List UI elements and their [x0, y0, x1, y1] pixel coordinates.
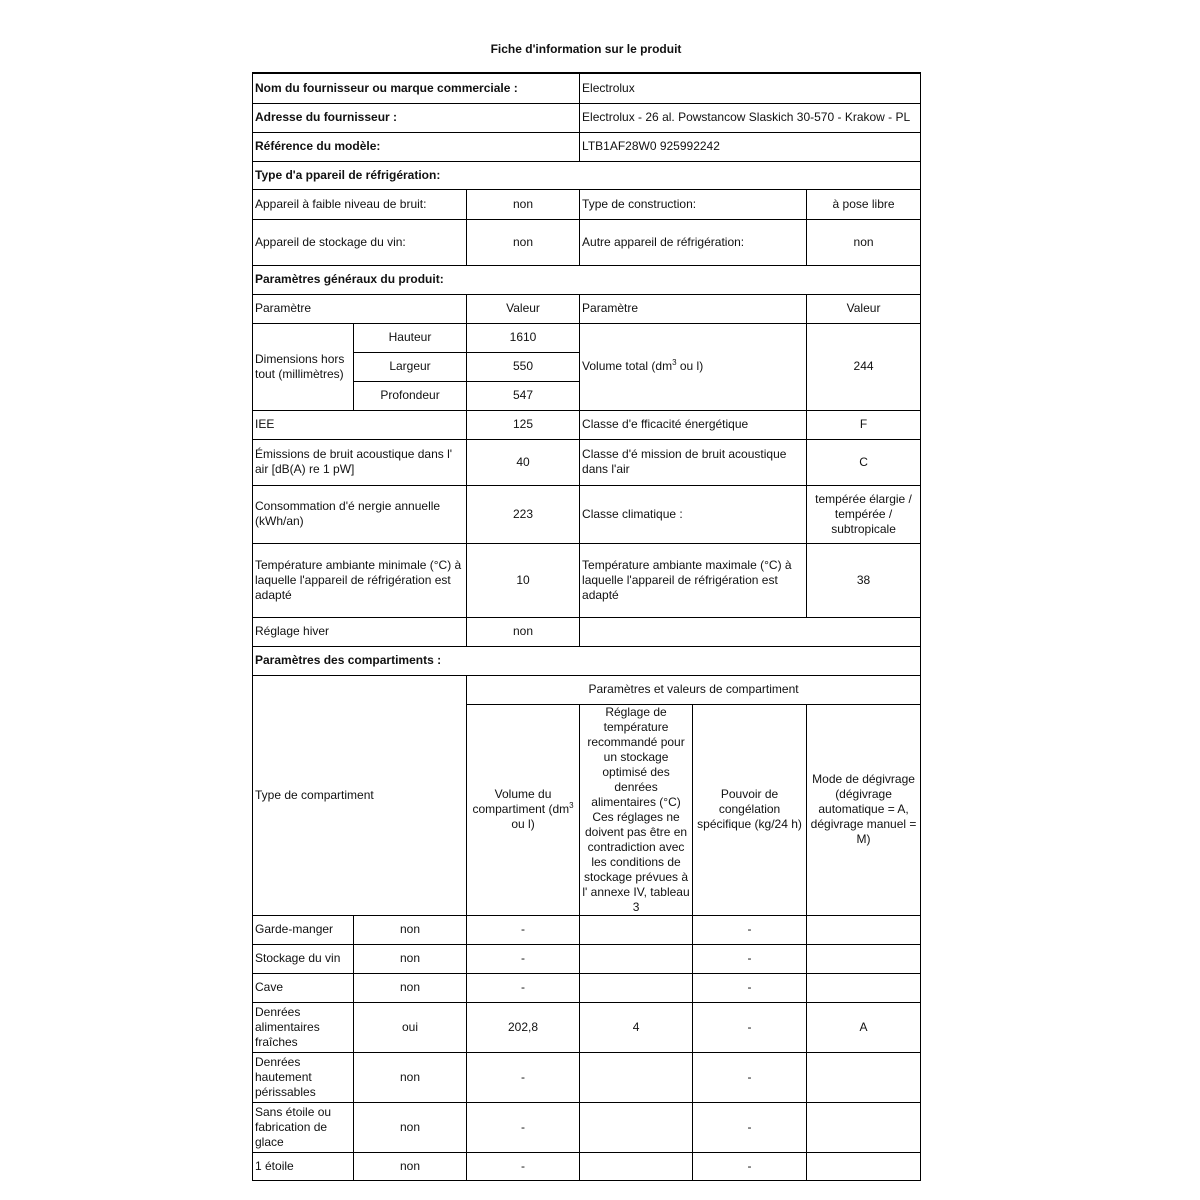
iee-label: IEE: [253, 410, 467, 439]
supplier-address-label: Adresse du fournisseur :: [253, 103, 580, 132]
volume-label-text: Volume total (dm: [582, 359, 673, 373]
wine-appliance-label: Appareil de stockage du vin:: [253, 219, 467, 265]
compartment-volume: -: [467, 1102, 580, 1152]
volume-label: [580, 323, 807, 410]
other-appliance-label: Autre appareil de réfrigération:: [580, 219, 807, 265]
compartments-heading: Paramètres des compartiments :: [253, 646, 921, 675]
height-label: Hauteur: [354, 323, 467, 352]
general-header-row: [253, 294, 921, 323]
supplier-name-row: [253, 73, 921, 103]
compartment-freeze: -: [693, 1102, 807, 1152]
compartment-freeze: -: [693, 1152, 807, 1180]
compartment-temp: [580, 1152, 693, 1180]
supplier-name-value: Electrolux: [580, 73, 921, 103]
model-row: [253, 132, 921, 161]
compartment-present: non: [354, 944, 467, 973]
noise-class-label: Classe d'é mission de bruit acoustique dans l'air: [580, 439, 807, 485]
iee-row: [253, 410, 921, 439]
consumption-label: Consommation d'é nergie annuelle (kWh/an): [253, 485, 467, 543]
height-row: [253, 323, 921, 352]
supplier-address-value: Electrolux - 26 al. Powstancow Slaskich 30-570 - Krakow - PL: [580, 103, 921, 132]
iee-value: 125: [467, 410, 580, 439]
compartment-freeze: -: [693, 1002, 807, 1052]
compartment-volume-header-end: ou l): [511, 817, 535, 831]
product-info-table: [252, 72, 921, 1181]
energy-class-label: Classe d'e fficacité énergétique: [580, 410, 807, 439]
compartment-volume: -: [467, 944, 580, 973]
general-heading: Paramètres généraux du produit:: [253, 265, 921, 294]
noise-class-value: C: [807, 439, 921, 485]
winter-label: Réglage hiver: [253, 617, 467, 646]
wine-appliance-row: [253, 219, 921, 265]
general-heading-row: [253, 265, 921, 294]
volume-label-sup: 3: [672, 358, 677, 367]
compartment-freeze: -: [693, 973, 807, 1002]
volume-label-end: ou l): [676, 359, 704, 373]
compartment-name: 1 étoile: [253, 1152, 354, 1180]
depth-label: Profondeur: [354, 381, 467, 410]
compartment-temp: [580, 944, 693, 973]
energy-class-value: F: [807, 410, 921, 439]
compartment-temp: [580, 1102, 693, 1152]
compartment-temp: 4: [580, 1002, 693, 1052]
consumption-row: [253, 485, 921, 543]
depth-value: 547: [467, 381, 580, 410]
ambient-temp-row: [253, 543, 921, 617]
compartment-name: Denrées hautement périssables: [253, 1052, 354, 1102]
construction-value: à pose libre: [807, 189, 921, 219]
compartment-volume: -: [467, 973, 580, 1002]
compartment-freeze: -: [693, 1052, 807, 1102]
compartment-row: [253, 1102, 921, 1152]
compartment-freeze-header: Pouvoir de congélation spécifique (kg/24 h): [693, 704, 807, 915]
compartment-name: Garde-manger: [253, 915, 354, 944]
model-label: Référence du modèle:: [253, 132, 580, 161]
compartment-volume-header-sup: 3: [569, 801, 574, 810]
min-temp-value: 10: [467, 543, 580, 617]
compartment-volume-header-text: Volume du compartiment (dm: [472, 787, 570, 816]
compartments-heading-row: [253, 646, 921, 675]
winter-empty-cell: [580, 617, 921, 646]
compartment-name: Cave: [253, 973, 354, 1002]
compartment-temp: [580, 915, 693, 944]
compartment-row: [253, 944, 921, 973]
appliance-type-heading-row: [253, 161, 921, 189]
compartment-defrost: [807, 915, 921, 944]
wine-appliance-value: non: [467, 219, 580, 265]
compartment-volume: -: [467, 1052, 580, 1102]
compartment-volume: 202,8: [467, 1002, 580, 1052]
supplier-name-label: Nom du fournisseur ou marque commerciale :: [253, 73, 580, 103]
compartment-group-header: Paramètres et valeurs de compartiment: [467, 675, 921, 704]
compartment-present: non: [354, 1052, 467, 1102]
param-header-2: Paramètre: [580, 294, 807, 323]
dimensions-label: Dimensions hors tout (millimètres): [253, 323, 354, 410]
compartment-defrost: A: [807, 1002, 921, 1052]
volume-value: 244: [807, 323, 921, 410]
compartment-row: [253, 1152, 921, 1180]
other-appliance-value: non: [807, 219, 921, 265]
height-value: 1610: [467, 323, 580, 352]
value-header: Valeur: [467, 294, 580, 323]
construction-label: Type de construction:: [580, 189, 807, 219]
climate-value: tempérée élargie / tempérée / subtropicale: [807, 485, 921, 543]
compartment-defrost: [807, 1052, 921, 1102]
compartment-defrost: [807, 1152, 921, 1180]
compartment-freeze: -: [693, 944, 807, 973]
compartment-present: oui: [354, 1002, 467, 1052]
model-value: LTB1AF28W0 925992242: [580, 132, 921, 161]
max-temp-label: Température ambiante maximale (°C) à laquelle l'appareil de réfrigération est adapté: [580, 543, 807, 617]
value-header-2: Valeur: [807, 294, 921, 323]
compartment-defrost: [807, 973, 921, 1002]
supplier-address-row: [253, 103, 921, 132]
compartment-present: non: [354, 1102, 467, 1152]
max-temp-value: 38: [807, 543, 921, 617]
compartment-name: Sans étoile ou fabrication de glace: [253, 1102, 354, 1152]
param-header: Paramètre: [253, 294, 467, 323]
winter-value: non: [467, 617, 580, 646]
consumption-value: 223: [467, 485, 580, 543]
width-value: 550: [467, 352, 580, 381]
compartment-type-header: Type de compartiment: [253, 675, 467, 915]
compartment-temp: [580, 973, 693, 1002]
compartment-row: [253, 973, 921, 1002]
compartment-name: Denrées alimentaires fraîches: [253, 1002, 354, 1052]
compartment-row: [253, 915, 921, 944]
low-noise-row: [253, 189, 921, 219]
compartment-defrost-header: Mode de dégivrage (dégivrage automatique = A, dégivrage manuel = M): [807, 704, 921, 915]
compartment-name: Stockage du vin: [253, 944, 354, 973]
compartment-present: non: [354, 1152, 467, 1180]
winter-row: [253, 617, 921, 646]
compartment-volume: -: [467, 915, 580, 944]
climate-label: Classe climatique :: [580, 485, 807, 543]
width-label: Largeur: [354, 352, 467, 381]
compartment-row: [253, 1002, 921, 1052]
compartment-volume-header: [467, 704, 580, 915]
compartment-row: [253, 1052, 921, 1102]
compartment-present: non: [354, 915, 467, 944]
compartment-present: non: [354, 973, 467, 1002]
min-temp-label: Température ambiante minimale (°C) à laquelle l'appareil de réfrigération est adapté: [253, 543, 467, 617]
low-noise-value: non: [467, 189, 580, 219]
noise-value: 40: [467, 439, 580, 485]
compartment-temp: [580, 1052, 693, 1102]
compartment-defrost: [807, 944, 921, 973]
noise-row: [253, 439, 921, 485]
noise-label: Émissions de bruit acoustique dans l' air [dB(A) re 1 pW]: [253, 439, 467, 485]
compartment-volume: -: [467, 1152, 580, 1180]
appliance-type-heading: Type d'a ppareil de réfrigération:: [253, 161, 921, 189]
low-noise-label: Appareil à faible niveau de bruit:: [253, 189, 467, 219]
page-title: Fiche d'information sur le produit: [490, 42, 682, 56]
compartment-defrost: [807, 1102, 921, 1152]
compartment-temp-header: Réglage de température recommandé pour un stockage optimisé des denrées alimentaires (°C) Ces réglages ne doivent pas être en contradiction avec les conditions de stockage prévues à l' annexe IV, tableau 3: [580, 704, 693, 915]
compartments-group-row: [253, 675, 921, 704]
compartment-freeze: -: [693, 915, 807, 944]
